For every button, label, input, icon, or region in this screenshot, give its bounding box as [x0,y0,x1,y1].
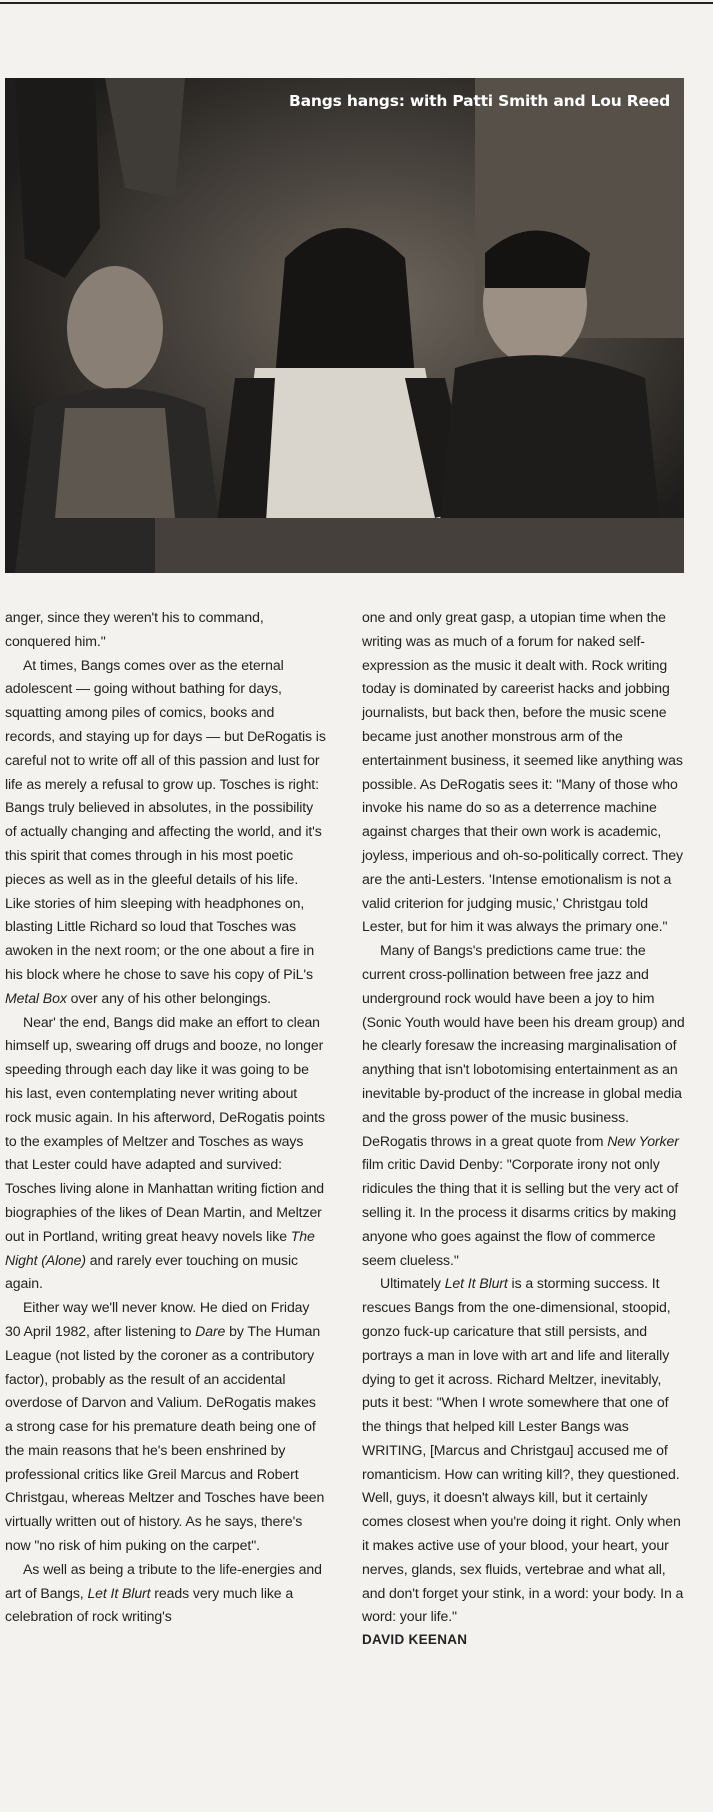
article-column-left [5,606,327,1629]
paragraph: Many of Bangs's predictions came true: the current cross-pollination between free jazz and underground rock would have been a joy to him (Sonic Youth would have been his dream group) and he clearly foresaw the increasing marginalisation of anything that isn't lobotomising entertainment as an inevitable by-product of the increase in global media and the gross power of the music business. DeRogatis throws in a great quote from New Yorker film critic David Denby: "Corporate irony not only ridicules the thing that it is selling but the very act of selling it. In the process it disarms critics by making anyone who goes against the flow of commerce seem clueless." [362,942,685,1268]
paragraph: Either way we'll never know. He died on Friday 30 April 1982, after listening to Dare by The Human League (not listed by the coroner as a contributory factor), probably as the result of an accidental overdose of Darvon and Valium. DeRogatis makes a strong case for his premature death being one of the main reasons that he's been enshrined by professional critics like Greil Marcus and Robert Christgau, whereas Meltzer and Tosches have been virtually written out of history. As he says, there's now "no risk of him puking on the carpet". [5,1299,325,1554]
paragraph: At times, Bangs comes over as the eternal adolescent — going without bathing for days, squatting among piles of comics, books and records, and staying up for days — but DeRogatis is careful not to write off all of this passion and lust for life as merely a refusal to grow up. Tosches is right: Bangs truly believed in absolutes, in the possibility of actually changing and affecting the world, and it's this spirit that comes through in his most poetic pieces as well as in the gleeful details of his life. Like stories of him sleeping with headphones on, blasting Little Richard so loud that Tosches was awoken in the next room; or the one about a fire in his block where he chose to save his copy of PiL's Metal Box over any of his other belongings. [5,656,326,1006]
paragraph: one and only great gasp, a utopian time when the writing was as much of a forum for naked self-expression as the music it dealt with. Rock writing today is dominated by careerist hacks and jobbing journalists, but back then, before the music scene became just another monstrous arm of the entertainment business, it seemed like anything was possible. As DeRogatis sees it: "Many of those who invoke his name do so as a deterrence machine against charges that their own work is academic, joyless, imperious and oh-so-politically correct. They are the anti-Lesters. 'Intense emotionalism is not a valid criterion for judging music,' Christgau told Lester, but for him it was always the primary one." [362,609,683,935]
paragraph: anger, since they weren't his to command, conquered him." [5,609,264,649]
article-photo [5,78,684,573]
top-rule [0,2,713,4]
photo-illustration [5,78,684,573]
author-byline: DAVID KEENAN [362,1632,468,1648]
photo-caption: Bangs hangs: with Patti Smith and Lou Reed [289,92,670,110]
paragraph: As well as being a tribute to the life-energies and art of Bangs, Let It Blurt reads very much like a celebration of rock writing's [5,1560,322,1625]
paragraph: Ultimately Let It Blurt is a storming success. It rescues Bangs from the one-dimensional, stoopid, gonzo fuck-up caricature that still persists, and portrays a man in love with art and life and literally dying to get it across. Richard Meltzer, inevitably, puts it best: "When I wrote somewhere that one of the things that helped kill Lester Bangs was WRITING, [Marcus and Christgau] accused me of romanticism. How can writing kill?, they questioned. Well, guys, it doesn't always kill, but it certainly comes closest when you're doing it right. Only when it makes active use of your blood, your heart, your nerves, glands, sex fluids, vertebrae and what all, and don't forget your stink, in a word: your body. In a word: your life." [362,1275,684,1625]
paragraph: Near' the end, Bangs did make an effort to clean himself up, swearing off drugs and booze, no longer speeding through each day like it was going to be his last, even contemplating never writing about rock music again. In his afterword, DeRogatis points to the examples of Meltzer and Tosches as ways that Lester could have adapted and survived: Tosches living alone in Manhattan writing fiction and biographies of the likes of Dean Martin, and Meltzer out in Portland, writing great heavy novels like The Night (Alone) and rarely ever touching on music again. [5,1013,325,1292]
person-left [67,266,163,390]
article-column-right [362,606,687,1651]
